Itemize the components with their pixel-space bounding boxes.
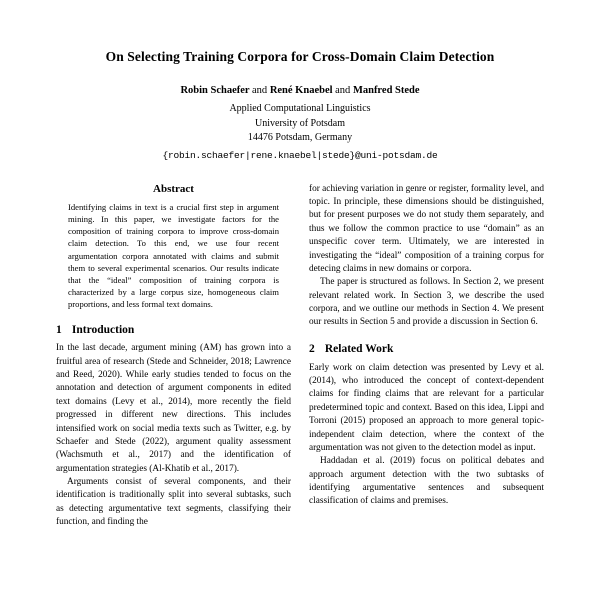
- section-title-2: Related Work: [324, 342, 394, 355]
- affiliation-line-1: Applied Computational Linguistics: [229, 103, 371, 115]
- author-list: [56, 84, 544, 99]
- section-number-2: 2: [309, 342, 315, 355]
- right-column: [309, 183, 544, 530]
- two-column-body: [56, 183, 544, 530]
- left-column: [56, 183, 291, 530]
- abstract-text: Identifying claims in text is a crucial first step in argument mining. In this paper, we investigate factors for the composition of training corpora to improve cross-domain claim detection. To this end, we use four recent argumentation corpora annotated with claims and submit them to several experimental scenarios. Our results indicate that the “ideal” composition of training corpora is characterized by a large corpus size, homogeneous claim proportions, and less formal text domains.: [68, 201, 279, 310]
- section-title-1: Introduction: [71, 323, 135, 336]
- author-1: Robin Schaefer: [180, 84, 250, 96]
- intro-continued-paragraph: for achieving variation in genre or register, formality level, and topic. In principle, these dimensions should be distinguished, but for present purposes we do not study them separately, and thus we follow the common practice to use “domain” as an unspecific cover term. Ultimately, we are interested in investigating the “ideal” composition of a training corpus for detecing claims in new domains or corpora.: [309, 183, 544, 274]
- section-heading-introduction: [56, 324, 291, 338]
- author-3: Manfred Stede: [352, 84, 420, 96]
- author-sep-2: and: [335, 84, 351, 96]
- affiliation-line-3: 14476 Potsdam, Germany: [247, 132, 353, 144]
- author-sep-1: and: [252, 84, 268, 96]
- page-title: On Selecting Training Corpora for Cross-Domain Claim Detection: [105, 49, 495, 64]
- section-number-1: 1: [56, 323, 62, 336]
- author-2: René Knaebel: [269, 84, 333, 96]
- intro-paragraph-1: In the last decade, argument mining (AM) has grown into a fruitful area of research (Stede and Schneider, 2018; Lawrence and Reed, 2020). While early studies tended to focus on the annotation and detection of argument components in edited text domains (Levy et al., 2014), more recently the field progressed in different new directions. This includes intensified work on social media texts such as Twitter, e.g. by Schaefer and Stede (2022), argument quality assessment (Wachsmuth et al., 2017) and the identification of argumentation strategies (Al-Khatib et al., 2017).: [56, 343, 291, 474]
- section-heading-related-work: [309, 343, 544, 357]
- related-paragraph-2: Haddadan et al. (2019) focus on political debates and approach argument detection with the two subtasks of identifying argumentative sentences and subsequent classification of claims and premises.: [309, 456, 544, 507]
- abstract-heading: Abstract: [153, 182, 194, 195]
- related-paragraph-1: Early work on claim detection was presented by Levy et al. (2014), who introduced the concept of context-dependent claims for finding claims that are relevant for a particular predetermined topic and context. Based on this idea, Lippi and Torroni (2015) proposed an approach to more general topic-independent claim detection, where the context of the argumentation was not given to the detection model as input.: [309, 362, 544, 453]
- author-emails: {robin.schaefer|rene.knaebel|stede}@uni-potsdam.de: [162, 149, 438, 161]
- intro-paragraph-2: Arguments consist of several components, and their identification is traditionally split into several subtasks, such as detecting argumentative text segments, classifying their function, and finding the: [56, 477, 291, 528]
- paper-structure-paragraph: The paper is structured as follows. In Section 2, we present relevant related work. In Section 3, we describe the used corpora, and we outline our methods in Section 4. We present our results in Section 5 and provide a discussion in Section 6.: [309, 277, 544, 328]
- affiliation-line-2: University of Potsdam: [255, 117, 345, 129]
